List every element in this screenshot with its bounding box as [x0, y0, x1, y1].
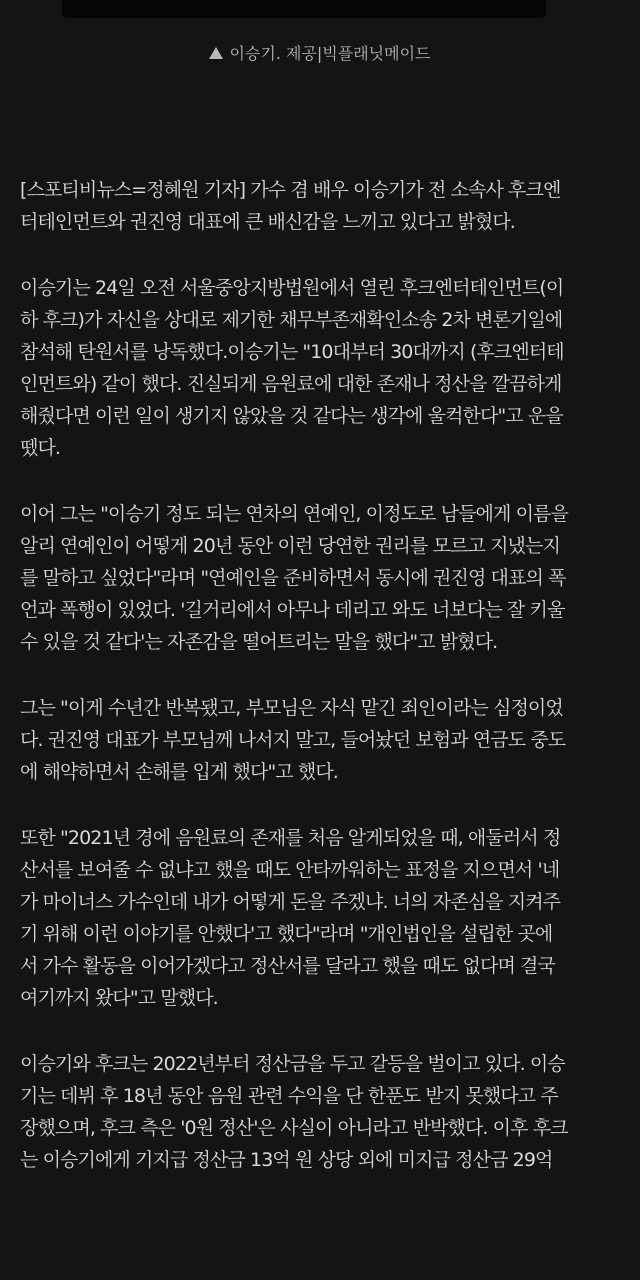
- paragraph: [20, 822, 630, 1014]
- text-line: [스포티비뉴스=정혜원 기자] 가수 겸 배우 이승기가 전 소속사 후크엔: [20, 179, 561, 201]
- paragraph: [20, 272, 630, 464]
- text-line: 를 말하고 싶었다"라며 "연예인을 준비하면서 동시에 권진영 대표의 폭: [20, 567, 566, 589]
- article-photo: [62, 0, 546, 18]
- text-line: 이어 그는 "이승기 정도 되는 연차의 연예인, 이정도로 남들에게 이름을: [20, 503, 568, 525]
- text-line: 터테인먼트와 권진영 대표에 큰 배신감을 느끼고 있다고 밝혔다.: [20, 211, 515, 233]
- text-line: 다. 권진영 대표가 부모님께 나서지 말고, 들어놨던 보험과 연금도 중도: [20, 729, 566, 751]
- text-line: 해줬다면 이런 일이 생기지 않았을 것 같다는 생각에 울컥한다"고 운을: [20, 405, 563, 427]
- photo-caption-text: 이승기. 제공|빅플래닛메이드: [229, 44, 431, 63]
- text-line: 또한 "2021년 경에 음원료의 존재를 처음 알게되었을 때, 애둘러서 정: [20, 827, 561, 849]
- text-line: 알리 연예인이 어떻게 20년 동안 이런 당연한 권리를 모르고 지냈는지: [20, 535, 560, 557]
- triangle-up-icon: [209, 47, 223, 59]
- paragraph: [20, 498, 630, 658]
- text-line: 기 위해 이런 이야기를 안했다'고 했다"라며 "개인법인을 설립한 곳에: [20, 923, 553, 945]
- text-line: 가 마이너스 가수인데 내가 어떻게 돈을 주겠냐. 너의 자존심을 지켜주: [20, 891, 561, 913]
- text-line: 수 있을 것 같다'는 자존감을 떨어트리는 말을 했다"고 밝혔다.: [20, 631, 498, 653]
- paragraph: [20, 692, 630, 788]
- text-line: 서 가수 활동을 이어가겠다고 정산서를 달라고 했을 때도 없다며 결국: [20, 955, 555, 977]
- text-line: 이승기는 24일 오전 서울중앙지방법원에서 열린 후크엔터테인먼트(이: [20, 277, 564, 299]
- text-line: 장했으며, 후크 측은 '0원 정산'은 사실이 아니라고 반박했다. 이후 후크: [20, 1117, 568, 1139]
- text-line: 뗐다.: [20, 437, 61, 459]
- text-line: 이승기와 후크는 2022년부터 정산금을 두고 갈등을 벌이고 있다. 이승: [20, 1053, 565, 1075]
- text-line: 기는 데뷔 후 18년 동안 음원 관련 수익을 단 한푼도 받지 못했다고 주: [20, 1085, 558, 1107]
- text-line: 참석해 탄원서를 낭독했다.이승기는 "10대부터 30대까지 (후크엔터테: [20, 341, 564, 363]
- text-line: 에 해약하면서 손해를 입게 했다"고 했다.: [20, 761, 338, 783]
- photo-caption: [0, 41, 640, 67]
- text-line: 여기까지 왔다"고 말했다.: [20, 987, 218, 1009]
- text-line: 인먼트와) 같이 했다. 진실되게 음원료에 대한 존재나 정산을 깔끔하게: [20, 373, 562, 395]
- text-line: 그는 "이게 수년간 반복됐고, 부모님은 자식 맡긴 죄인이라는 심정이었: [20, 697, 563, 719]
- text-line: 하 후크)가 자신을 상대로 제기한 채무부존재확인소송 2차 변론기일에: [20, 309, 563, 331]
- article-photo-bottom: [0, 0, 640, 20]
- text-line: 언과 폭행이 있었다. '길거리에서 아무나 데리고 와도 너보다는 잘 키울: [20, 599, 565, 621]
- text-line: 산서를 보여줄 수 없냐고 했을 때도 안타까워하는 표정을 지으면서 '네: [20, 859, 560, 881]
- paragraph: [20, 1048, 630, 1176]
- article-body: [20, 174, 630, 1210]
- paragraph: [20, 174, 630, 238]
- text-line: 는 이승기에게 기지급 정산금 13억 원 상당 외에 미지급 정산금 29억: [20, 1149, 553, 1171]
